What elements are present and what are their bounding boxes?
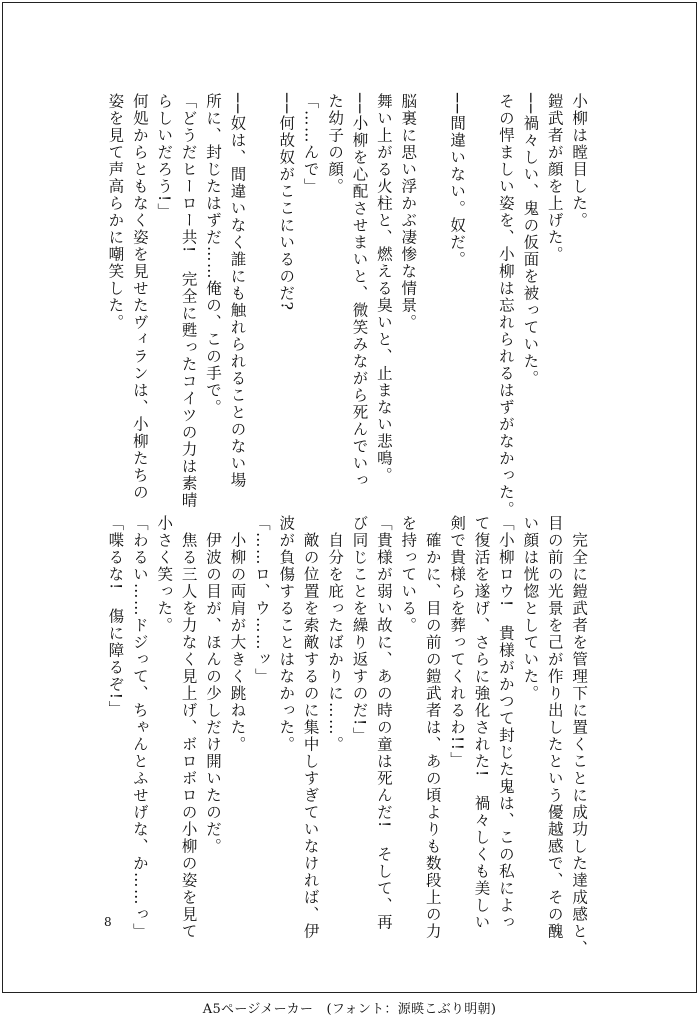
text-column: 姿を見て声高らかに嘲笑した。 bbox=[106, 93, 125, 331]
text-column: 焦る三人を力なく見上げ、ボロボロの小柳の姿を見て bbox=[179, 515, 198, 940]
page-frame bbox=[2, 2, 697, 993]
text-column: ──間違いない。奴だ。 bbox=[448, 93, 467, 268]
text-column: 所に、封じたはずだ……俺の、この手で。 bbox=[204, 93, 223, 416]
lower-text-block bbox=[103, 515, 591, 957]
text-column: ──禍々しい、鬼の仮面を被っていた。 bbox=[521, 93, 540, 387]
text-column: 脳裏に思い浮かぶ凄惨な情景。 bbox=[399, 93, 418, 331]
text-column: 「……ロ、ウ……ッ」 bbox=[252, 515, 271, 685]
text-column: らしいだろう!」 bbox=[155, 93, 174, 220]
text-column: 小柳の両肩が大きく跳ねた。 bbox=[228, 515, 247, 753]
text-column: 鎧武者が顔を上げた。 bbox=[545, 93, 564, 263]
text-column: 舞い上がる火柱と、燃える臭いと、止まない悲鳴。 bbox=[374, 93, 393, 484]
text-column: を持っている。 bbox=[399, 515, 418, 634]
text-column bbox=[469, 93, 493, 503]
text-column: その悍ましい姿を、小柳は忘れられるはずがなかった。 bbox=[496, 93, 515, 518]
text-column: び同じことを繰り返すのだ!」 bbox=[350, 515, 369, 744]
text-column: ──奴は、間違いなく誰にも触れられることのない場 bbox=[228, 93, 247, 489]
text-column: 完全に鎧武者を管理下に置くことに成功した達成感と、 bbox=[570, 515, 589, 957]
text-column: ──何故奴がここにいるのだ? bbox=[277, 93, 296, 312]
text-column: 何処からともなく姿を見せたヴィランは、小柳たちの bbox=[130, 93, 149, 501]
page-number: 8 bbox=[104, 915, 112, 929]
text-column: 剣で貴様らを葬ってくれるわ!!」 bbox=[448, 515, 467, 769]
text-column: 「喋るな! 傷に障るぞ!」 bbox=[106, 515, 125, 718]
text-column: 「小柳ロウ! 貴様がかつて封じた鬼は、この私によっ bbox=[496, 515, 515, 931]
text-column: た幼子の顔。 bbox=[326, 93, 345, 195]
text-column: 確かに、目の前の鎧武者は、あの頃よりも数段上の力 bbox=[423, 515, 442, 940]
text-column: い顔は恍惚としていた。 bbox=[521, 515, 540, 702]
text-column: 「わるい……ドジって、ちゃんとふせげな、か……っ」 bbox=[130, 515, 149, 940]
text-column: 「どうだヒーロー共! 完全に甦ったコイツの力は素晴 bbox=[179, 93, 198, 509]
upper-text-block bbox=[103, 93, 591, 518]
text-column: 伊波の目が、ほんの少しだけ開いたのだ。 bbox=[204, 515, 223, 855]
text-column: 小柳は瞠目した。 bbox=[570, 93, 589, 229]
text-column: 「貴様が弱い故に、あの時の童は死んだ! そして、再 bbox=[374, 515, 393, 931]
text-column: 小さく笑った。 bbox=[155, 515, 174, 634]
text-column: 波が負傷することはなかった。 bbox=[277, 515, 296, 753]
text-column: 「……んで」 bbox=[301, 93, 320, 195]
text-column: 目の前の光景を己が作り出したという優越感で、その醜 bbox=[545, 515, 564, 940]
text-column: 自分を庇ったばかりに……。 bbox=[326, 515, 345, 753]
text-column bbox=[249, 93, 273, 503]
footer-caption: A5ページメーカー (フォント：源暎こぶり明朝) bbox=[202, 1002, 497, 1017]
text-column: 敵の位置を索敵するのに集中しすぎていなければ、伊 bbox=[301, 515, 320, 940]
text-column: て復活を遂げ、さらに強化された! 禍々しくも美しい bbox=[472, 515, 491, 931]
text-column: ──小柳を心配させまいと、微笑みながら死んでいっ bbox=[350, 93, 369, 489]
text-column bbox=[420, 93, 444, 503]
